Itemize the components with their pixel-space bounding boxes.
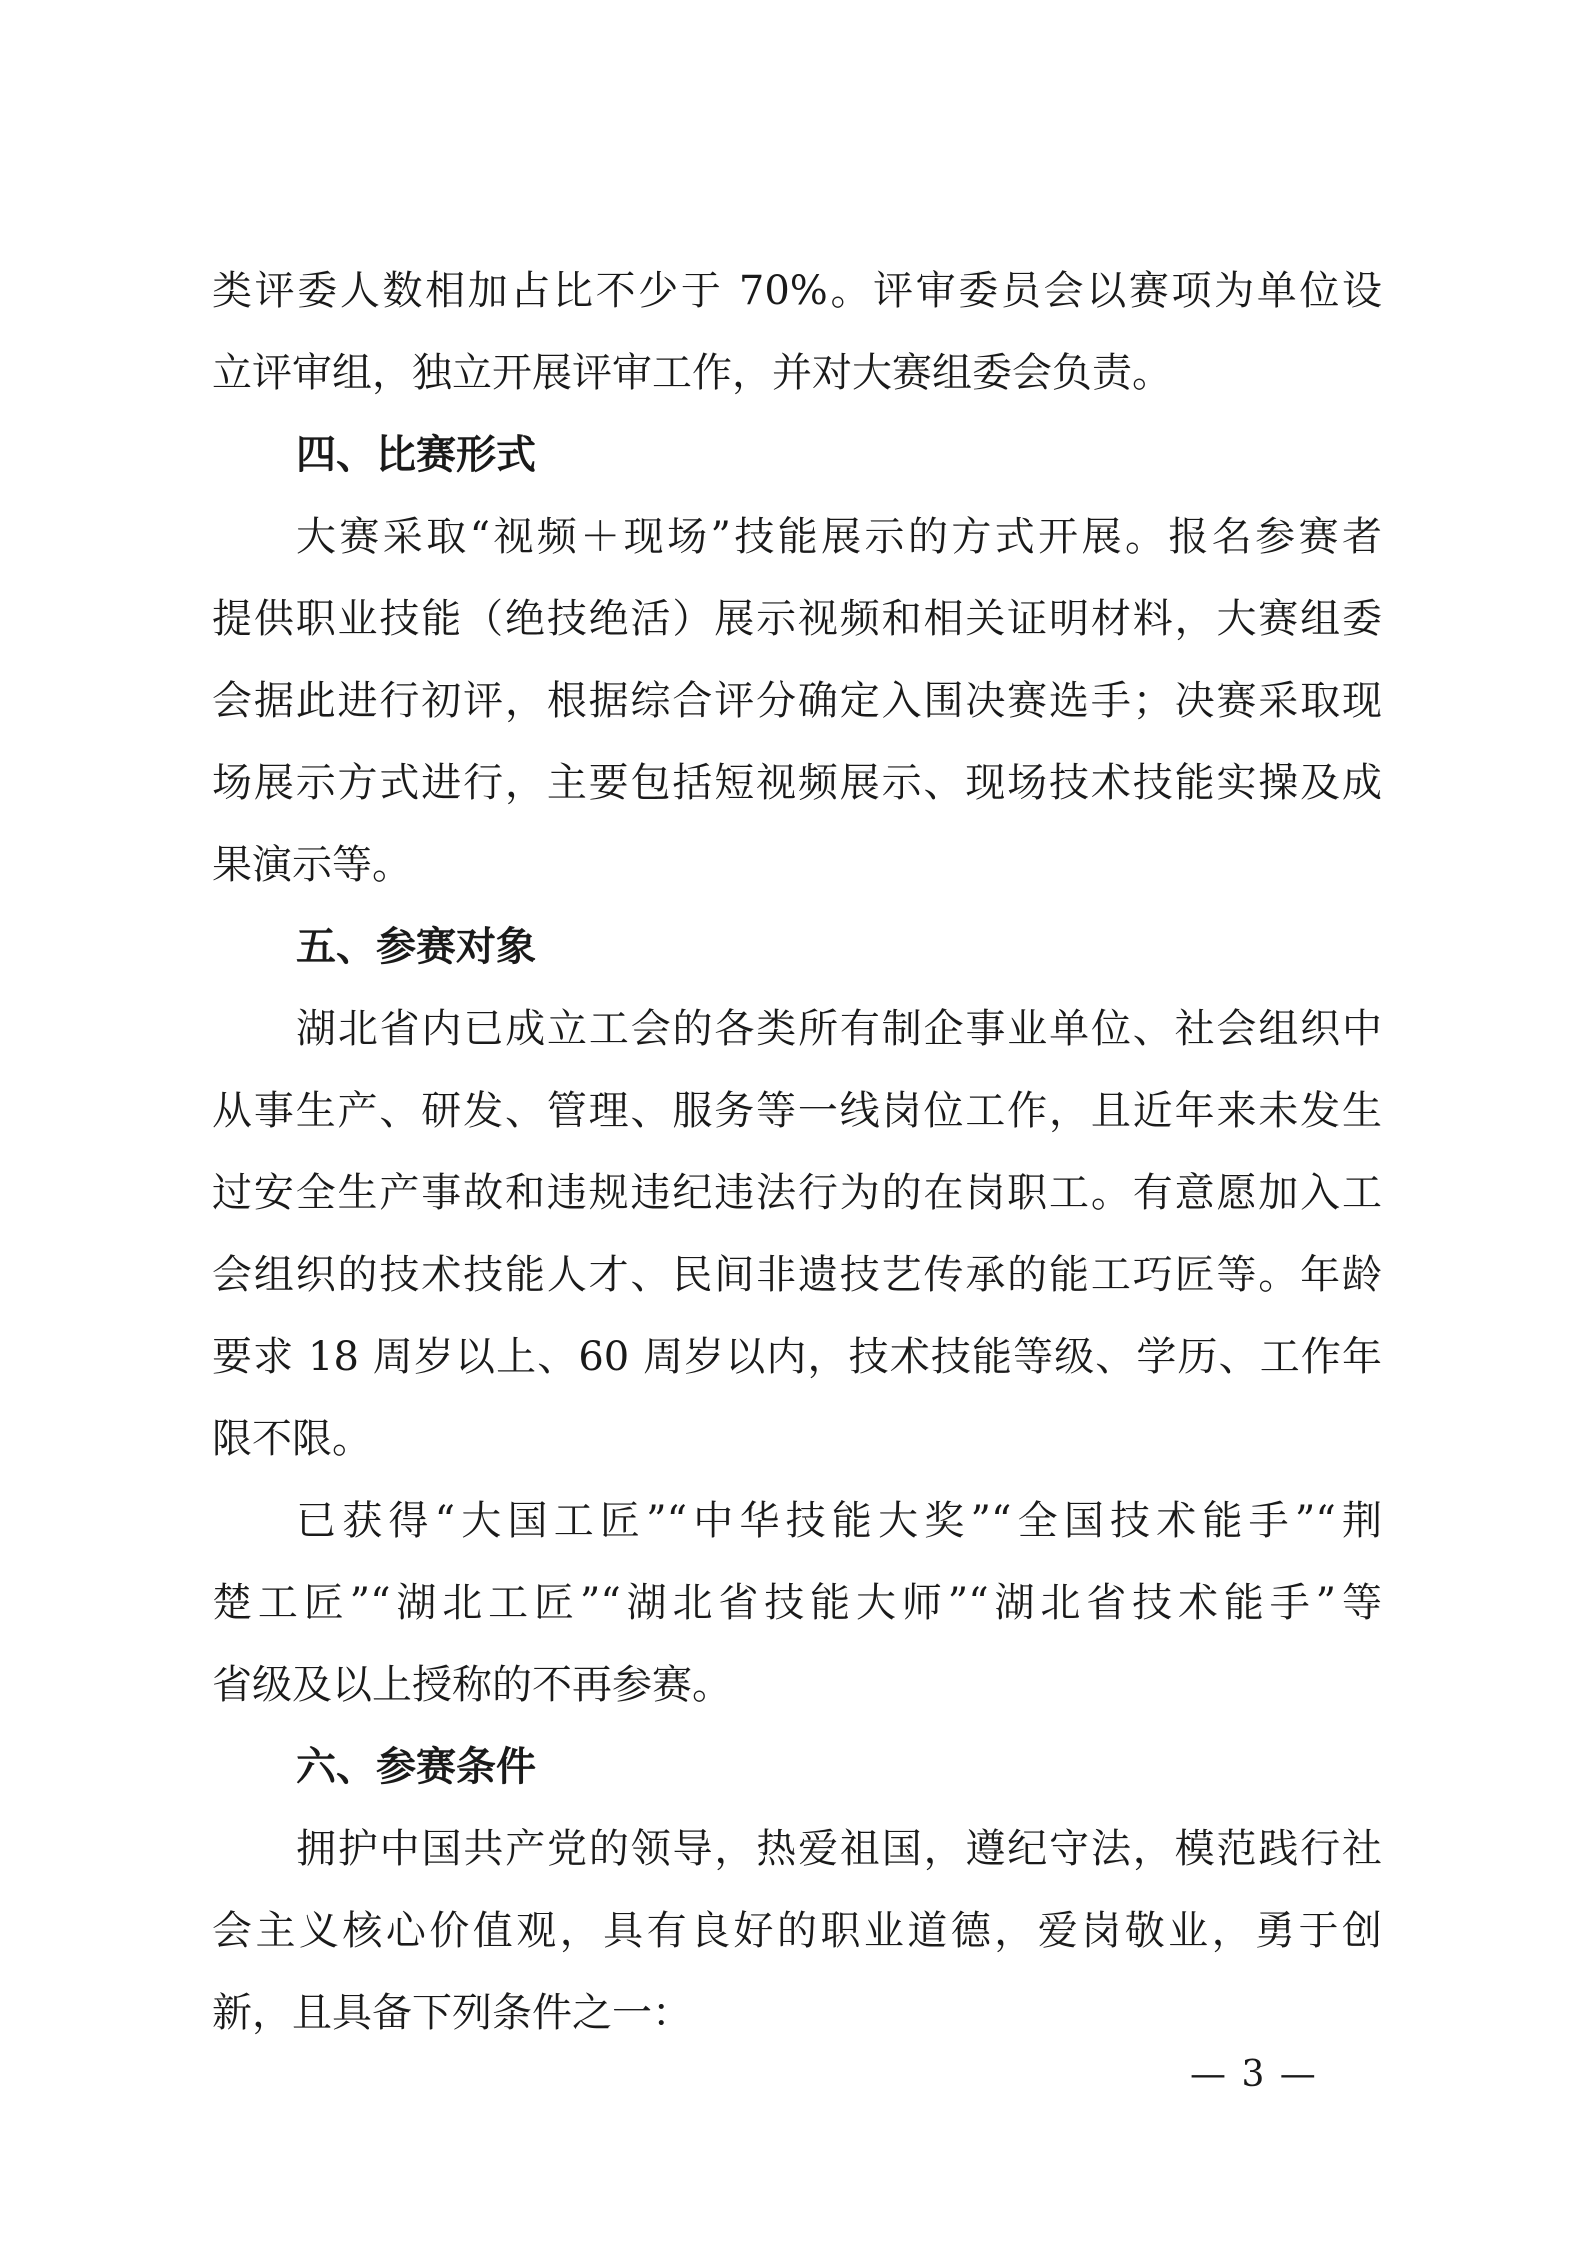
paragraph-line: 场展示方式进行，主要包括短视频展示、现场技术技能实操及成 bbox=[212, 760, 1382, 806]
paragraph-line: 大赛采取“视频＋现场”技能展示的方式开展。报名参赛者 bbox=[296, 514, 1382, 560]
paragraph-line: 立评审组，独立开展评审工作，并对大赛组委会负责。 bbox=[212, 350, 1172, 396]
section-heading: 五、参赛对象 bbox=[296, 924, 536, 970]
section-heading: 四、比赛形式 bbox=[296, 432, 536, 478]
paragraph-line: 会据此进行初评，根据综合评分确定入围决赛选手；决赛采取现 bbox=[212, 678, 1382, 724]
paragraph-line: 新，且具备下列条件之一： bbox=[212, 1990, 692, 2036]
paragraph-line: 会主义核心价值观，具有良好的职业道德，爱岗敬业，勇于创 bbox=[212, 1908, 1382, 1954]
paragraph-line: 过安全生产事故和违规违纪违法行为的在岗职工。有意愿加入工 bbox=[212, 1170, 1382, 1216]
paragraph-line: 会组织的技术技能人才、民间非遗技艺传承的能工巧匠等。年龄 bbox=[212, 1252, 1382, 1298]
paragraph-line: 湖北省内已成立工会的各类所有制企事业单位、社会组织中 bbox=[296, 1006, 1382, 1052]
paragraph-line: 拥护中国共产党的领导，热爱祖国，遵纪守法，模范践行社 bbox=[296, 1826, 1382, 1872]
document-page bbox=[212, 250, 1382, 2054]
paragraph-line: 省级及以上授称的不再参赛。 bbox=[212, 1662, 732, 1708]
document-body bbox=[212, 250, 1382, 2054]
paragraph-line: 提供职业技能（绝技绝活）展示视频和相关证明材料，大赛组委 bbox=[212, 596, 1382, 642]
section-heading: 六、参赛条件 bbox=[296, 1744, 536, 1790]
paragraph-line: 限不限。 bbox=[212, 1416, 372, 1462]
page-number: — 3 — bbox=[1190, 2054, 1318, 2095]
paragraph-line: 已获得“大国工匠”“中华技能大奖”“全国技术能手”“荆 bbox=[296, 1498, 1382, 1544]
paragraph-line: 果演示等。 bbox=[212, 842, 412, 888]
paragraph-line: 类评委人数相加占比不少于 70%。评审委员会以赛项为单位设 bbox=[212, 268, 1382, 314]
paragraph-line: 从事生产、研发、管理、服务等一线岗位工作，且近年来未发生 bbox=[212, 1088, 1382, 1134]
paragraph-line: 楚工匠”“湖北工匠”“湖北省技能大师”“湖北省技术能手”等 bbox=[212, 1580, 1382, 1626]
paragraph-line: 要求 18 周岁以上、60 周岁以内，技术技能等级、学历、工作年 bbox=[212, 1334, 1382, 1380]
